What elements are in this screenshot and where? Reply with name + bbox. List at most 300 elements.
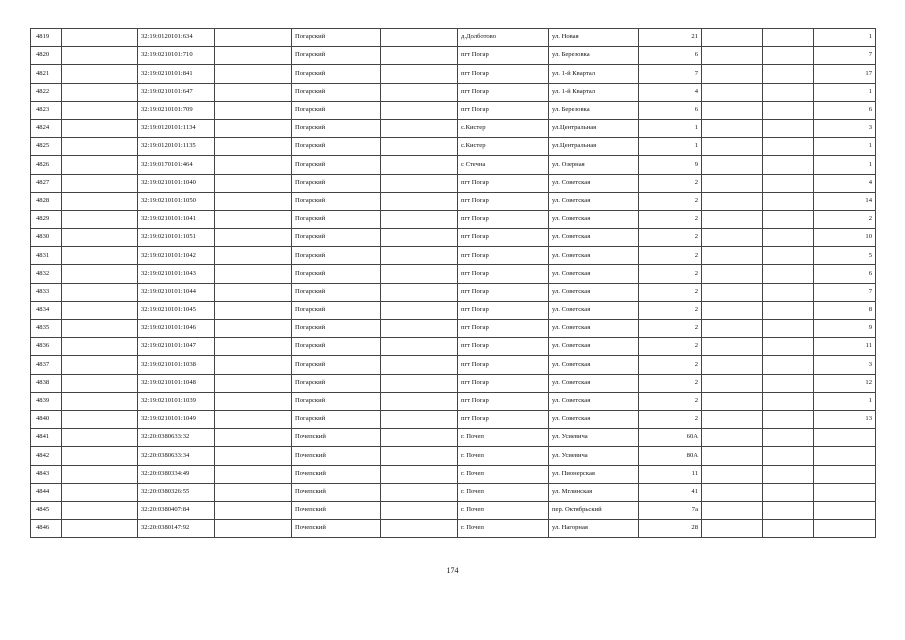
blank-cell-3 <box>381 192 458 210</box>
cadastral-number-cell: 32:19:0120101:634 <box>138 29 215 47</box>
count-cell: 6 <box>814 265 876 283</box>
blank-cell-4 <box>702 229 763 247</box>
row-number-cell: 4836 <box>31 338 62 356</box>
blank-cell-5 <box>763 465 814 483</box>
district-cell: Погарский <box>292 265 381 283</box>
table-row <box>31 465 876 483</box>
row-number-cell: 4841 <box>31 429 62 447</box>
cadastral-number-cell: 32:20:0380334:49 <box>138 465 215 483</box>
district-cell: Погарский <box>292 138 381 156</box>
street-cell: ул.Центральная <box>549 119 639 137</box>
house-number-cell: 2 <box>639 247 702 265</box>
row-number-cell: 4840 <box>31 410 62 428</box>
blank-cell-3 <box>381 483 458 501</box>
house-number-cell: 7 <box>639 65 702 83</box>
cadastral-number-cell: 32:20:0380407:84 <box>138 501 215 519</box>
blank-cell-3 <box>381 410 458 428</box>
district-cell: Погарский <box>292 283 381 301</box>
cadastral-number-cell: 32:19:0210101:709 <box>138 101 215 119</box>
blank-cell-1 <box>62 465 138 483</box>
count-cell: 2 <box>814 210 876 228</box>
blank-cell-1 <box>62 320 138 338</box>
blank-cell-5 <box>763 101 814 119</box>
blank-cell-1 <box>62 265 138 283</box>
count-cell: 10 <box>814 229 876 247</box>
table-row <box>31 301 876 319</box>
blank-cell-3 <box>381 338 458 356</box>
blank-cell-5 <box>763 356 814 374</box>
street-cell: ул. Советская <box>549 374 639 392</box>
locality-cell: с Стечна <box>458 156 549 174</box>
street-cell: ул. Усиевича <box>549 447 639 465</box>
district-cell: Погарский <box>292 392 381 410</box>
table-row <box>31 29 876 47</box>
blank-cell-4 <box>702 119 763 137</box>
district-cell: Погарский <box>292 374 381 392</box>
locality-cell: пгт Погар <box>458 65 549 83</box>
cadastral-number-cell: 32:19:0210101:1051 <box>138 229 215 247</box>
locality-cell: пгт Погар <box>458 338 549 356</box>
cadastral-number-cell: 32:19:0210101:710 <box>138 47 215 65</box>
table-row <box>31 247 876 265</box>
row-number-cell: 4838 <box>31 374 62 392</box>
table-row <box>31 374 876 392</box>
blank-cell-1 <box>62 447 138 465</box>
row-number-cell: 4819 <box>31 29 62 47</box>
street-cell: ул. 1-й Квартал <box>549 83 639 101</box>
house-number-cell: 2 <box>639 320 702 338</box>
blank-cell-1 <box>62 156 138 174</box>
blank-cell-4 <box>702 283 763 301</box>
house-number-cell: 2 <box>639 410 702 428</box>
blank-cell-1 <box>62 247 138 265</box>
blank-cell-5 <box>763 138 814 156</box>
blank-cell-1 <box>62 429 138 447</box>
blank-cell-3 <box>381 101 458 119</box>
count-cell: 13 <box>814 410 876 428</box>
blank-cell-3 <box>381 320 458 338</box>
house-number-cell: 6 <box>639 47 702 65</box>
count-cell: 7 <box>814 283 876 301</box>
blank-cell-3 <box>381 65 458 83</box>
blank-cell-5 <box>763 229 814 247</box>
table-row <box>31 65 876 83</box>
cadastral-number-cell: 32:19:0210101:1044 <box>138 283 215 301</box>
count-cell: 3 <box>814 356 876 374</box>
district-cell: Погарский <box>292 29 381 47</box>
locality-cell: пгт Погар <box>458 247 549 265</box>
blank-cell-4 <box>702 192 763 210</box>
blank-cell-4 <box>702 520 763 538</box>
cadastral-number-cell: 32:19:0170101:464 <box>138 156 215 174</box>
blank-cell-4 <box>702 338 763 356</box>
table-row <box>31 83 876 101</box>
table-row <box>31 101 876 119</box>
house-number-cell: 1 <box>639 119 702 137</box>
locality-cell: г. Почеп <box>458 429 549 447</box>
cadastral-number-cell: 32:19:0210101:1047 <box>138 338 215 356</box>
cadastral-number-cell: 32:19:0210101:1039 <box>138 392 215 410</box>
blank-cell-1 <box>62 210 138 228</box>
blank-cell-4 <box>702 465 763 483</box>
district-cell: Почепский <box>292 483 381 501</box>
blank-cell-2 <box>215 392 292 410</box>
street-cell: ул.Центральная <box>549 138 639 156</box>
table-row <box>31 47 876 65</box>
blank-cell-3 <box>381 301 458 319</box>
blank-cell-2 <box>215 101 292 119</box>
cadastral-number-cell: 32:20:0380326:55 <box>138 483 215 501</box>
cadastral-number-cell: 32:19:0210101:1048 <box>138 374 215 392</box>
blank-cell-1 <box>62 47 138 65</box>
blank-cell-2 <box>215 374 292 392</box>
blank-cell-5 <box>763 301 814 319</box>
count-cell <box>814 465 876 483</box>
blank-cell-1 <box>62 174 138 192</box>
blank-cell-5 <box>763 119 814 137</box>
blank-cell-5 <box>763 283 814 301</box>
count-cell: 5 <box>814 247 876 265</box>
blank-cell-5 <box>763 192 814 210</box>
blank-cell-3 <box>381 47 458 65</box>
blank-cell-2 <box>215 338 292 356</box>
count-cell <box>814 483 876 501</box>
blank-cell-5 <box>763 247 814 265</box>
count-cell: 1 <box>814 392 876 410</box>
blank-cell-2 <box>215 65 292 83</box>
count-cell: 9 <box>814 320 876 338</box>
count-cell: 14 <box>814 192 876 210</box>
count-cell: 7 <box>814 47 876 65</box>
district-cell: Погарский <box>292 320 381 338</box>
count-cell <box>814 501 876 519</box>
blank-cell-3 <box>381 356 458 374</box>
blank-cell-4 <box>702 47 763 65</box>
blank-cell-3 <box>381 392 458 410</box>
count-cell <box>814 447 876 465</box>
blank-cell-1 <box>62 65 138 83</box>
blank-cell-1 <box>62 101 138 119</box>
blank-cell-3 <box>381 138 458 156</box>
blank-cell-4 <box>702 501 763 519</box>
blank-cell-2 <box>215 320 292 338</box>
cadastral-number-cell: 32:19:0210101:647 <box>138 83 215 101</box>
blank-cell-5 <box>763 338 814 356</box>
blank-cell-1 <box>62 83 138 101</box>
table-row <box>31 119 876 137</box>
table-row <box>31 447 876 465</box>
locality-cell: пгт Погар <box>458 210 549 228</box>
district-cell: Погарский <box>292 65 381 83</box>
blank-cell-2 <box>215 356 292 374</box>
blank-cell-2 <box>215 247 292 265</box>
district-cell: Погарский <box>292 338 381 356</box>
cadastral-number-cell: 32:19:0210101:1046 <box>138 320 215 338</box>
blank-cell-5 <box>763 174 814 192</box>
blank-cell-1 <box>62 192 138 210</box>
blank-cell-2 <box>215 301 292 319</box>
street-cell: ул. Березовка <box>549 47 639 65</box>
count-cell: 8 <box>814 301 876 319</box>
blank-cell-5 <box>763 410 814 428</box>
street-cell: ул. Советская <box>549 392 639 410</box>
district-cell: Погарский <box>292 83 381 101</box>
blank-cell-5 <box>763 501 814 519</box>
row-number-cell: 4843 <box>31 465 62 483</box>
count-cell: 4 <box>814 174 876 192</box>
blank-cell-3 <box>381 465 458 483</box>
district-cell: Погарский <box>292 101 381 119</box>
blank-cell-1 <box>62 483 138 501</box>
cadastral-number-cell: 32:19:0210101:1049 <box>138 410 215 428</box>
row-number-cell: 4827 <box>31 174 62 192</box>
house-number-cell: 41 <box>639 483 702 501</box>
district-cell: Почепский <box>292 465 381 483</box>
blank-cell-2 <box>215 520 292 538</box>
blank-cell-2 <box>215 447 292 465</box>
locality-cell: г. Почеп <box>458 520 549 538</box>
locality-cell: пгт Погар <box>458 174 549 192</box>
cadastral-number-cell: 32:19:0210101:1040 <box>138 174 215 192</box>
blank-cell-3 <box>381 29 458 47</box>
count-cell <box>814 429 876 447</box>
blank-cell-5 <box>763 447 814 465</box>
house-number-cell: 2 <box>639 229 702 247</box>
locality-cell: пгт Погар <box>458 356 549 374</box>
blank-cell-3 <box>381 283 458 301</box>
blank-cell-3 <box>381 229 458 247</box>
locality-cell: д.Долботово <box>458 29 549 47</box>
district-cell: Почепский <box>292 447 381 465</box>
blank-cell-1 <box>62 283 138 301</box>
cadastral-number-cell: 32:19:0210101:1038 <box>138 356 215 374</box>
blank-cell-1 <box>62 301 138 319</box>
street-cell: ул. Нагорная <box>549 520 639 538</box>
row-number-cell: 4830 <box>31 229 62 247</box>
table-row <box>31 392 876 410</box>
row-number-cell: 4834 <box>31 301 62 319</box>
blank-cell-1 <box>62 410 138 428</box>
blank-cell-2 <box>215 410 292 428</box>
row-number-cell: 4821 <box>31 65 62 83</box>
house-number-cell: 2 <box>639 192 702 210</box>
blank-cell-1 <box>62 138 138 156</box>
locality-cell: с.Кистер <box>458 138 549 156</box>
count-cell: 3 <box>814 119 876 137</box>
district-cell: Почепский <box>292 520 381 538</box>
data-table <box>30 28 876 538</box>
table-row <box>31 210 876 228</box>
street-cell: ул. Советская <box>549 320 639 338</box>
street-cell: ул. Советская <box>549 410 639 428</box>
blank-cell-5 <box>763 392 814 410</box>
blank-cell-5 <box>763 47 814 65</box>
cadastral-number-cell: 32:20:0380633:32 <box>138 429 215 447</box>
blank-cell-1 <box>62 119 138 137</box>
locality-cell: пгт Погар <box>458 83 549 101</box>
blank-cell-5 <box>763 320 814 338</box>
row-number-cell: 4833 <box>31 283 62 301</box>
blank-cell-3 <box>381 447 458 465</box>
table-row <box>31 520 876 538</box>
locality-cell: с.Кистер <box>458 119 549 137</box>
blank-cell-1 <box>62 374 138 392</box>
house-number-cell: 4 <box>639 83 702 101</box>
blank-cell-5 <box>763 156 814 174</box>
district-cell: Погарский <box>292 174 381 192</box>
blank-cell-5 <box>763 374 814 392</box>
locality-cell: пгт Погар <box>458 229 549 247</box>
blank-cell-4 <box>702 429 763 447</box>
blank-cell-4 <box>702 29 763 47</box>
street-cell: ул. Мглинская <box>549 483 639 501</box>
street-cell: ул. Советская <box>549 356 639 374</box>
blank-cell-3 <box>381 374 458 392</box>
blank-cell-4 <box>702 247 763 265</box>
row-number-cell: 4828 <box>31 192 62 210</box>
count-cell: 1 <box>814 138 876 156</box>
locality-cell: г. Почеп <box>458 447 549 465</box>
row-number-cell: 4831 <box>31 247 62 265</box>
blank-cell-5 <box>763 65 814 83</box>
street-cell: пер. Октябрьский <box>549 501 639 519</box>
row-number-cell: 4846 <box>31 520 62 538</box>
cadastral-number-cell: 32:19:0120101:1135 <box>138 138 215 156</box>
table-row <box>31 483 876 501</box>
table-row <box>31 320 876 338</box>
row-number-cell: 4826 <box>31 156 62 174</box>
blank-cell-3 <box>381 501 458 519</box>
blank-cell-2 <box>215 29 292 47</box>
cadastral-number-cell: 32:19:0210101:1045 <box>138 301 215 319</box>
blank-cell-2 <box>215 119 292 137</box>
district-cell: Погарский <box>292 356 381 374</box>
house-number-cell: 1 <box>639 138 702 156</box>
table-row <box>31 501 876 519</box>
locality-cell: пгт Погар <box>458 265 549 283</box>
blank-cell-4 <box>702 265 763 283</box>
street-cell: ул. Советская <box>549 338 639 356</box>
district-cell: Погарский <box>292 410 381 428</box>
table-row <box>31 192 876 210</box>
row-number-cell: 4829 <box>31 210 62 228</box>
blank-cell-1 <box>62 356 138 374</box>
table-row <box>31 356 876 374</box>
blank-cell-1 <box>62 392 138 410</box>
cadastral-number-cell: 32:19:0210101:841 <box>138 65 215 83</box>
blank-cell-3 <box>381 210 458 228</box>
street-cell: ул. 1-й Квартал <box>549 65 639 83</box>
blank-cell-2 <box>215 83 292 101</box>
blank-cell-4 <box>702 65 763 83</box>
blank-cell-1 <box>62 338 138 356</box>
count-cell: 11 <box>814 338 876 356</box>
row-number-cell: 4839 <box>31 392 62 410</box>
row-number-cell: 4837 <box>31 356 62 374</box>
blank-cell-5 <box>763 265 814 283</box>
blank-cell-2 <box>215 465 292 483</box>
blank-cell-2 <box>215 138 292 156</box>
blank-cell-4 <box>702 356 763 374</box>
blank-cell-4 <box>702 301 763 319</box>
blank-cell-3 <box>381 174 458 192</box>
cadastral-number-cell: 32:20:0380633:34 <box>138 447 215 465</box>
street-cell: ул. Советская <box>549 229 639 247</box>
blank-cell-3 <box>381 83 458 101</box>
street-cell: ул. Советская <box>549 192 639 210</box>
table-row <box>31 283 876 301</box>
table-row <box>31 410 876 428</box>
house-number-cell: 6 <box>639 101 702 119</box>
row-number-cell: 4845 <box>31 501 62 519</box>
district-cell: Погарский <box>292 156 381 174</box>
district-cell: Погарский <box>292 229 381 247</box>
house-number-cell: 2 <box>639 356 702 374</box>
locality-cell: пгт Погар <box>458 283 549 301</box>
district-cell: Почепский <box>292 501 381 519</box>
blank-cell-2 <box>215 501 292 519</box>
blank-cell-2 <box>215 47 292 65</box>
table-row <box>31 156 876 174</box>
count-cell: 12 <box>814 374 876 392</box>
blank-cell-4 <box>702 156 763 174</box>
row-number-cell: 4842 <box>31 447 62 465</box>
house-number-cell: 2 <box>639 210 702 228</box>
street-cell: ул. Озерная <box>549 156 639 174</box>
blank-cell-4 <box>702 483 763 501</box>
district-cell: Погарский <box>292 47 381 65</box>
cadastral-number-cell: 32:19:0210101:1050 <box>138 192 215 210</box>
house-number-cell: 2 <box>639 283 702 301</box>
blank-cell-4 <box>702 410 763 428</box>
row-number-cell: 4820 <box>31 47 62 65</box>
blank-cell-2 <box>215 483 292 501</box>
locality-cell: пгт Погар <box>458 301 549 319</box>
blank-cell-2 <box>215 229 292 247</box>
count-cell: 1 <box>814 83 876 101</box>
house-number-cell: 80А <box>639 447 702 465</box>
locality-cell: пгт Погар <box>458 374 549 392</box>
blank-cell-4 <box>702 210 763 228</box>
house-number-cell: 7а <box>639 501 702 519</box>
district-cell: Погарский <box>292 247 381 265</box>
table-row <box>31 174 876 192</box>
blank-cell-1 <box>62 520 138 538</box>
cadastral-number-cell: 32:19:0120101:1134 <box>138 119 215 137</box>
house-number-cell: 11 <box>639 465 702 483</box>
street-cell: ул. Советская <box>549 301 639 319</box>
locality-cell: г. Почеп <box>458 465 549 483</box>
count-cell: 6 <box>814 101 876 119</box>
district-cell: Погарский <box>292 119 381 137</box>
blank-cell-5 <box>763 29 814 47</box>
house-number-cell: 60А <box>639 429 702 447</box>
cadastral-number-cell: 32:19:0210101:1043 <box>138 265 215 283</box>
house-number-cell: 9 <box>639 156 702 174</box>
house-number-cell: 2 <box>639 338 702 356</box>
locality-cell: пгт Погар <box>458 410 549 428</box>
blank-cell-3 <box>381 119 458 137</box>
cadastral-number-cell: 32:19:0210101:1041 <box>138 210 215 228</box>
street-cell: ул. Советская <box>549 210 639 228</box>
blank-cell-4 <box>702 138 763 156</box>
blank-cell-5 <box>763 83 814 101</box>
count-cell: 17 <box>814 65 876 83</box>
locality-cell: пгт Погар <box>458 192 549 210</box>
house-number-cell: 2 <box>639 301 702 319</box>
street-cell: ул. Пионерская <box>549 465 639 483</box>
row-number-cell: 4844 <box>31 483 62 501</box>
